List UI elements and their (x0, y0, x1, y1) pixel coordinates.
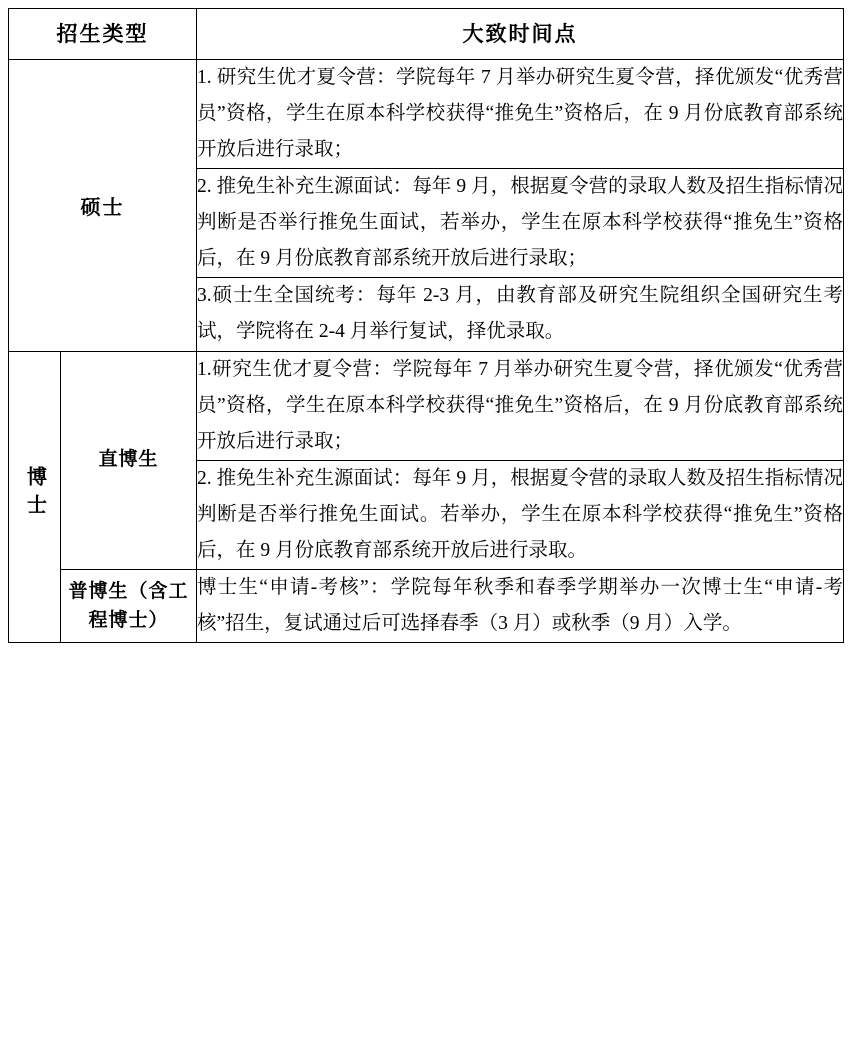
direct-phd-item-1: 1.研究生优才夏令营：学院每年 7 月举办研究生夏令营，择优颁发“优秀营员”资格，学生在原本科学校获得“推免生”资格后，在 9 月份底教育部系统开放后进行录取； (197, 351, 844, 460)
master-item-1: 1. 研究生优才夏令营：学院每年 7 月举办研究生夏令营，择优颁发“优秀营员”资格，学生在原本科学校获得“推免生”资格后，在 9 月份底教育部系统开放后进行录取； (197, 60, 844, 169)
category-master: 硕士 (9, 60, 197, 352)
category-doctor (9, 351, 61, 643)
subcategory-direct-phd: 直博生 (61, 351, 197, 569)
subcategory-general-phd: 普博生（含工程博士） (61, 569, 197, 642)
header-category: 招生类型 (9, 9, 197, 60)
master-item-3: 3.硕士生全国统考：每年 2-3 月，由教育部及研究生院组织全国研究生考试，学院将在 2-4 月举行复试，择优录取。 (197, 278, 844, 351)
category-doctor-label: 博士 (23, 465, 46, 522)
table-header-row (9, 9, 844, 60)
admissions-schedule-table (8, 8, 844, 643)
direct-phd-item-2: 2. 推免生补充生源面试：每年 9 月，根据夏令营的录取人数及招生指标情况判断是否举行推免生面试。若举办，学生在原本科学校获得“推免生”资格后，在 9 月份底教育部系统开放后进行录取。 (197, 460, 844, 569)
general-phd-item-1: 博士生“申请-考核”：学院每年秋季和春季学期举办一次博士生“申请-考核”招生，复试通过后可选择春季（3 月）或秋季（9 月）入学。 (197, 569, 844, 642)
header-timing: 大致时间点 (197, 9, 844, 60)
table-row (9, 60, 844, 169)
table-row (9, 569, 844, 642)
table-row (9, 351, 844, 460)
master-item-2: 2. 推免生补充生源面试：每年 9 月，根据夏令营的录取人数及招生指标情况判断是否举行推免生面试，若举办，学生在原本科学校获得“推免生”资格后，在 9 月份底教育部系统开放后进行录取； (197, 169, 844, 278)
